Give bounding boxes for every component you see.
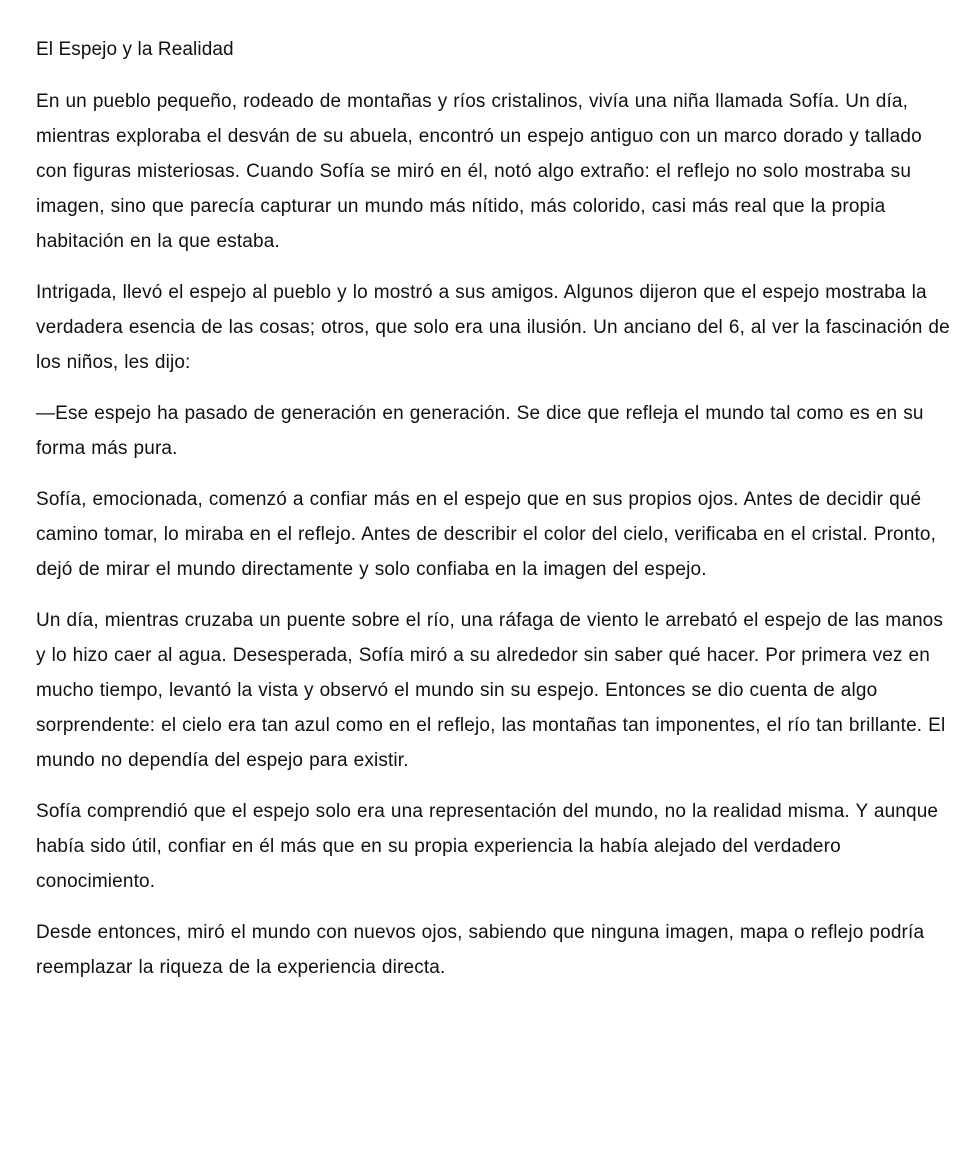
document-body [36, 36, 950, 1001]
paragraph-7: Desde entonces, miró el mundo con nuevos ojos, sabiendo que ninguna imagen, mapa o reflejo podría reemplazar la riqueza de la experiencia directa. [36, 922, 925, 978]
paragraph-4: Sofía, emocionada, comenzó a confiar más en el espejo que en sus propios ojos. Antes de decidir qué camino tomar, lo miraba en el reflejo. Antes de describir el color del cielo, verificaba en el cristal. Pronto, dejó de mirar el mundo directamente y solo confiaba en la imagen del espejo. [36, 489, 937, 580]
paragraph-3-dialogue: —Ese espejo ha pasado de generación en generación. Se dice que refleja el mundo tal como es en su forma más pura. [36, 403, 924, 459]
document-title: El Espejo y la Realidad [36, 39, 234, 60]
paragraph-1: En un pueblo pequeño, rodeado de montañas y ríos cristalinos, vivía una niña llamada Sofía. Un día, mientras exploraba el desván de su abuela, encontró un espejo antiguo con un marco dorado y tallado con figuras misteriosas. Cuando Sofía se miró en él, notó algo extraño: el reflejo no solo mostraba su imagen, sino que parecía capturar un mundo más nítido, más colorido, casi más real que la propia habitación en la que estaba. [36, 91, 922, 252]
paragraph-2: Intrigada, llevó el espejo al pueblo y lo mostró a sus amigos. Algunos dijeron que el espejo mostraba la verdadera esencia de las cosas; otros, que solo era una ilusión. Un anciano del 6, al ver la fascinación de los niños, les dijo: [36, 282, 950, 373]
paragraph-6: Sofía comprendió que el espejo solo era una representación del mundo, no la realidad misma. Y aunque había sido útil, confiar en él más que en su propia experiencia la había alejado del verdadero conocimiento. [36, 801, 939, 892]
paragraph-5: Un día, mientras cruzaba un puente sobre el río, una ráfaga de viento le arrebató el espejo de las manos y lo hizo caer al agua. Desesperada, Sofía miró a su alrededor sin saber qué hacer. Por primera vez en mucho tiempo, levantó la vista y observó el mundo sin su espejo. Entonces se dio cuenta de algo sorprendente: el cielo era tan azul como en el reflejo, las montañas tan imponentes, el río tan brillante. El mundo no dependía del espejo para existir. [36, 610, 946, 771]
